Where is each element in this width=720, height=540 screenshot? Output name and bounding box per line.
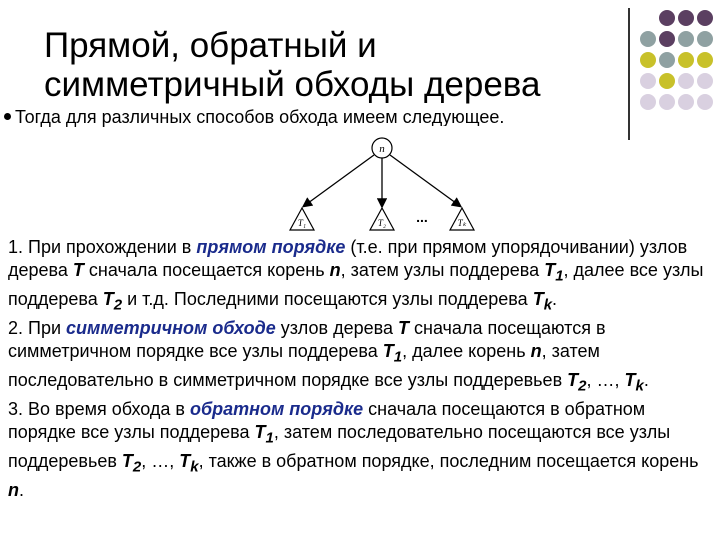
text: , также в обратном порядке, последним посещается корень (198, 450, 699, 471)
text: 1. При прохождении в (8, 237, 197, 257)
decorative-dot (678, 31, 694, 47)
var-T: T (382, 340, 394, 361)
decorative-dot (640, 94, 656, 110)
text: 3. Во время обхода в (8, 398, 190, 419)
var-T: T (532, 288, 544, 309)
decorative-dot (697, 10, 713, 26)
var-T: T (121, 450, 133, 471)
text: , затем последовательно в симметричном порядке все узлы поддеревьев (8, 340, 600, 390)
header-divider-line (628, 8, 630, 140)
paragraph-inorder (8, 317, 708, 398)
subscript: k (635, 377, 644, 395)
text: , далее корень (402, 340, 531, 361)
text: сначала посещаются в обратном порядке все узлы поддерева (8, 398, 646, 442)
term-postorder: обратном порядке (189, 398, 364, 419)
subscript: k (543, 296, 553, 314)
text: и т.д. Последними посещаются узлы поддерева (122, 288, 533, 309)
subtree-k-label: Tₖ (457, 218, 467, 228)
slide-title (44, 26, 624, 104)
decorative-dot (659, 52, 675, 68)
text: . (552, 288, 558, 309)
subscript: 2 (578, 377, 587, 395)
subscript: 2 (113, 296, 123, 314)
intro-text: Тогда для различных способов обхода имеем следующее. (15, 107, 505, 127)
var-n: n (8, 479, 19, 500)
var-T: T (72, 259, 84, 280)
decorative-dot-grid (638, 8, 718, 128)
title-line-1: Прямой, обратный и (44, 26, 377, 65)
decorative-dot (678, 73, 694, 89)
decorative-dot (678, 94, 694, 110)
subscript: 1 (393, 348, 403, 366)
decorative-dot (697, 31, 713, 47)
var-T: T (254, 421, 266, 442)
text: , …, (586, 369, 625, 390)
decorative-dot (697, 94, 713, 110)
text: 2. При (8, 317, 67, 338)
text: . (643, 369, 649, 390)
paragraph-preorder (8, 236, 708, 317)
subscript: 1 (555, 267, 564, 285)
decorative-dot (640, 73, 656, 89)
edge-right (390, 155, 460, 206)
subtree-2-label: T₂ (377, 218, 387, 228)
paragraph-postorder (8, 398, 708, 502)
decorative-dot (697, 73, 713, 89)
decorative-dot (697, 52, 713, 68)
decorative-dot (640, 31, 656, 47)
root-label: n (379, 143, 385, 155)
edge-left (304, 155, 374, 206)
var-T: T (179, 450, 191, 471)
title-line-2: симметричный обходы дерева (44, 65, 541, 104)
text: , затем узлы поддерева (340, 259, 545, 280)
text: . (19, 479, 25, 500)
decorative-dot (659, 73, 675, 89)
decorative-dot (678, 10, 694, 26)
var-T: T (567, 369, 579, 390)
term-preorder: прямом порядке (196, 237, 346, 257)
decorative-dot (659, 10, 675, 26)
text: , далее все узлы поддерева (8, 259, 704, 309)
subtree-ellipsis: ... (416, 209, 428, 225)
text: узлов дерева (275, 317, 398, 338)
text: , …, (141, 450, 180, 471)
var-n: n (329, 259, 341, 280)
decorative-dot (659, 31, 675, 47)
subscript: k (190, 458, 199, 476)
subscript: 2 (132, 458, 142, 476)
var-T: T (102, 288, 114, 309)
slide-body (8, 236, 708, 502)
tree-diagram (282, 126, 482, 234)
text: , затем последовательно посещаются все узлы поддеревьев (8, 421, 671, 471)
decorative-dot (678, 52, 694, 68)
text: сначала посещаются в симметричном порядке все узлы поддерева (8, 317, 606, 361)
bullet-icon (4, 113, 11, 120)
var-T: T (544, 259, 556, 280)
term-inorder: симметричном обходе (66, 317, 276, 338)
decorative-dot (640, 52, 656, 68)
intro-bullet (4, 106, 504, 128)
var-T: T (624, 369, 636, 390)
text: (т.е. при прямом упорядочивании) узлов дерева (8, 237, 688, 280)
subtree-1-label: T₁ (297, 218, 307, 228)
var-T: T (398, 317, 409, 338)
text: сначала посещается корень (83, 259, 330, 280)
var-n: n (530, 340, 542, 361)
decorative-dot (659, 94, 675, 110)
subscript: 1 (265, 429, 274, 447)
